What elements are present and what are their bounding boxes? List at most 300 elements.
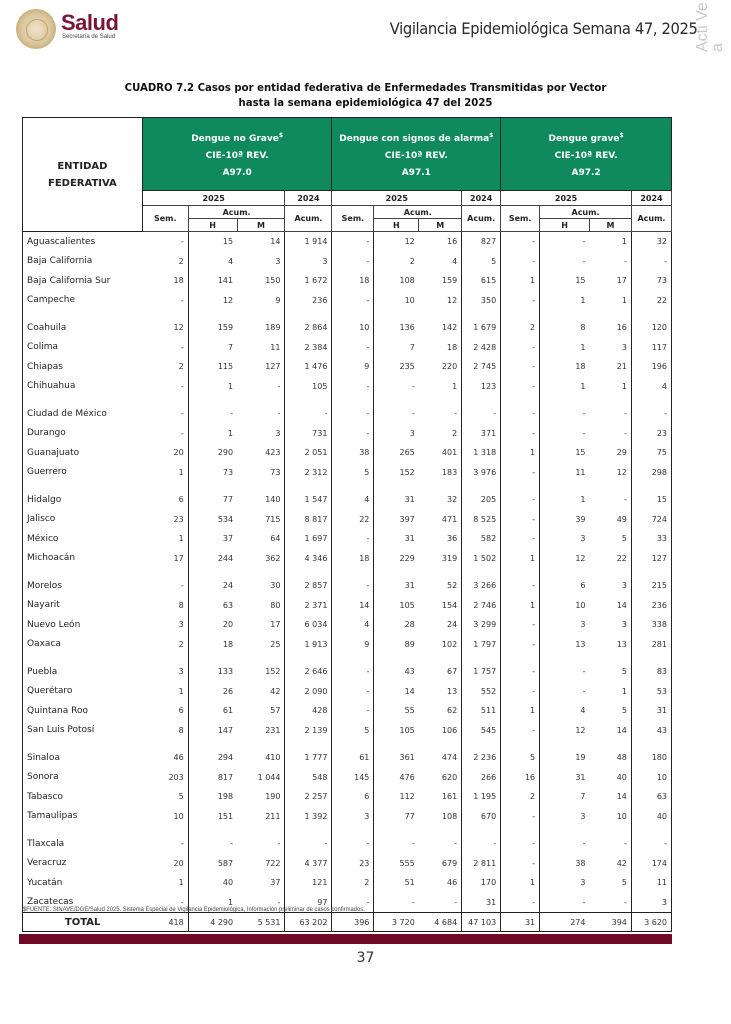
coat-of-arms-icon — [16, 9, 56, 49]
spacer-cell — [501, 310, 540, 318]
cell-value: 3 — [142, 662, 188, 682]
table-row — [23, 615, 672, 635]
cell-value: - — [501, 377, 540, 397]
cell-value: 428 — [285, 701, 332, 721]
spacer-cell — [540, 568, 590, 576]
cell-value: 7 — [580, 792, 586, 802]
cell-value: 42 — [237, 682, 285, 702]
row-group-spacer — [23, 568, 672, 576]
cell-value: 26 — [222, 686, 234, 696]
spacer-cell — [142, 310, 188, 318]
cell-value: 1 044 — [237, 768, 285, 788]
spacer-cell — [332, 740, 374, 748]
entity-name: Aguascalientes — [23, 232, 143, 252]
cell-value: 8 — [142, 596, 188, 616]
cell-value: 152 — [399, 467, 415, 477]
spacer-cell — [285, 740, 332, 748]
entity-name: Puebla — [23, 662, 143, 682]
cell-value: - — [332, 338, 374, 358]
cell-value: 4 290 — [188, 913, 237, 932]
cell-value: 3 299 — [462, 615, 501, 635]
cell-value: - — [501, 893, 540, 913]
cell-value: 545 — [462, 721, 501, 741]
cell-value: 620 — [419, 768, 462, 788]
cell-value: 3 — [580, 534, 586, 544]
cell-value: 18 — [419, 338, 462, 358]
entity-name: Michoacán — [23, 549, 143, 569]
cell-value: - — [631, 404, 671, 424]
spacer-cell — [23, 568, 143, 576]
spacer-cell — [142, 568, 188, 576]
entity-name: Sonora — [23, 768, 143, 788]
cell-value: 31 — [404, 495, 415, 505]
spacer-cell — [237, 826, 285, 834]
cell-value: - — [582, 897, 586, 907]
cell-value: 20 — [142, 854, 188, 874]
spacer-cell — [332, 310, 374, 318]
cell-value: 361 — [399, 753, 415, 763]
cell-value: 2 — [409, 256, 415, 266]
cell-value: 215 — [631, 576, 671, 596]
cell-value: - — [419, 834, 462, 854]
spacer-cell — [631, 740, 671, 748]
cell-value: 10 — [631, 768, 671, 788]
acum-header: Acum. — [188, 206, 285, 219]
cell-value: - — [501, 291, 540, 311]
spacer-cell — [374, 482, 419, 490]
logo-name: Salud — [61, 10, 119, 35]
cell-value: 18 — [222, 639, 234, 649]
cell-value: 1 757 — [462, 662, 501, 682]
cell-value: 190 — [237, 787, 285, 807]
cell-value: 23 — [332, 854, 374, 874]
cell-value: 31 — [501, 913, 540, 932]
cell-value: 22 — [590, 549, 632, 569]
table-row — [23, 271, 672, 291]
table-row — [23, 357, 672, 377]
cell-value: 3 — [590, 338, 632, 358]
cell-value: 136 — [399, 323, 415, 333]
entity-name: Nayarit — [23, 596, 143, 616]
cell-value: 25 — [237, 635, 285, 655]
sem-header: Sem. — [501, 206, 540, 232]
cell-value: 15 — [222, 237, 234, 247]
cell-value: 615 — [462, 271, 501, 291]
activation-watermark: Acti Ve a — [694, 2, 726, 52]
cell-value: 11 — [575, 467, 586, 477]
cell-value: - — [230, 839, 234, 849]
entity-name: Morelos — [23, 576, 143, 596]
cell-value: 14 — [590, 787, 632, 807]
cell-value: 73 — [222, 467, 234, 477]
entity-name: Ciudad de México — [23, 404, 143, 424]
table-row — [23, 404, 672, 424]
cell-value: 15 — [575, 448, 586, 458]
cell-value: 38 — [575, 858, 586, 868]
spacer-cell — [332, 654, 374, 662]
cell-value: 1 318 — [462, 443, 501, 463]
row-group-spacer — [23, 826, 672, 834]
cell-value: 36 — [419, 529, 462, 549]
cell-value: - — [590, 424, 632, 444]
acum-2024-header: Acum. — [285, 206, 332, 232]
cell-value: 32 — [631, 232, 671, 252]
spacer-cell — [419, 396, 462, 404]
cell-value: 18 — [332, 549, 374, 569]
table-title-line-2: hasta la semana epidemiológica 47 del 2025 — [238, 96, 493, 109]
entity-name: Chihuahua — [23, 377, 143, 397]
cell-value: 159 — [217, 323, 234, 333]
table-row — [23, 807, 672, 827]
cell-value: 43 — [404, 667, 415, 677]
cell-value: 211 — [237, 807, 285, 827]
entity-header: ENTIDAD FEDERATIVA — [23, 118, 143, 232]
cell-value: 1 — [142, 529, 188, 549]
cell-value: 150 — [237, 271, 285, 291]
cell-value: - — [582, 256, 586, 266]
cell-value: 13 — [419, 682, 462, 702]
acum-header: Acum. — [374, 206, 462, 219]
cell-value: 2 090 — [285, 682, 332, 702]
cell-value: - — [237, 404, 285, 424]
cell-value: 133 — [217, 667, 234, 677]
cell-value: 4 — [332, 490, 374, 510]
cell-value: 73 — [237, 463, 285, 483]
m-header: M — [590, 219, 632, 232]
cell-value: 43 — [631, 721, 671, 741]
cell-value: 12 — [142, 318, 188, 338]
cell-value: 77 — [222, 495, 234, 505]
spacer-cell — [462, 740, 501, 748]
cell-value: 15 — [631, 490, 671, 510]
spacer-cell — [332, 826, 374, 834]
cell-value: - — [332, 232, 374, 252]
cell-value: - — [411, 897, 415, 907]
entity-name: Tabasco — [23, 787, 143, 807]
spacer-cell — [237, 310, 285, 318]
source-note: $FUENTE: SINAVE/DGE/Salud 2025. Sistema Especial de Vigilancia Epidemiológica, Información preliminar de casos confirmados. — [23, 906, 365, 913]
cell-value: - — [501, 854, 540, 874]
cell-value: 1 — [142, 682, 188, 702]
cell-value: 48 — [590, 748, 632, 768]
spacer-cell — [142, 654, 188, 662]
logo-subtitle: Secretaría de Salud — [62, 34, 116, 40]
entity-name: Baja California — [23, 252, 143, 272]
cell-value: 5 531 — [237, 913, 285, 932]
cell-value: - — [501, 232, 540, 252]
entity-name: San Luis Potosí — [23, 721, 143, 741]
cell-value: 120 — [631, 318, 671, 338]
entity-name: Guerrero — [23, 463, 143, 483]
cell-value: 1 679 — [462, 318, 501, 338]
cell-value: 1 — [590, 377, 632, 397]
cell-value: 10 — [590, 807, 632, 827]
cell-value: 75 — [631, 443, 671, 463]
spacer-cell — [142, 482, 188, 490]
spacer-cell — [540, 310, 590, 318]
cell-value: - — [332, 291, 374, 311]
cell-value: 105 — [399, 600, 415, 610]
spacer-cell — [188, 654, 237, 662]
cell-value: 31 — [404, 534, 415, 544]
spacer-cell — [374, 568, 419, 576]
cell-value: 18 — [332, 271, 374, 291]
cell-value: - — [582, 428, 586, 438]
cell-value: - — [590, 834, 632, 854]
year-2025-header: 2025 — [501, 191, 632, 206]
cell-value: 151 — [217, 811, 234, 821]
cell-value: 47 103 — [462, 913, 501, 932]
cell-value: 12 — [575, 553, 586, 563]
cell-value: 31 — [404, 581, 415, 591]
entity-name: TOTAL — [23, 913, 143, 932]
cell-value: 1 777 — [285, 748, 332, 768]
cell-value: 24 — [419, 615, 462, 635]
cell-value: 827 — [462, 232, 501, 252]
cell-value: 57 — [237, 701, 285, 721]
cell-value: 371 — [462, 424, 501, 444]
cell-value: 1 697 — [285, 529, 332, 549]
cell-value: 13 — [590, 635, 632, 655]
cell-value: 21 — [590, 357, 632, 377]
cell-value: 476 — [399, 772, 415, 782]
cell-value: - — [590, 404, 632, 424]
entity-name: Coahuila — [23, 318, 143, 338]
cell-value: - — [142, 834, 188, 854]
entity-name: México — [23, 529, 143, 549]
cell-value: 3 — [590, 615, 632, 635]
spacer-cell — [23, 826, 143, 834]
footer-bar — [19, 934, 672, 944]
cell-value: 1 — [580, 381, 586, 391]
table-row — [23, 768, 672, 788]
cell-value: 2 257 — [285, 787, 332, 807]
cell-value: 2 857 — [285, 576, 332, 596]
table-row — [23, 701, 672, 721]
spacer-cell — [462, 654, 501, 662]
cell-value: - — [142, 424, 188, 444]
cell-value: 127 — [631, 549, 671, 569]
h-header: H — [540, 219, 590, 232]
cell-value: 2 051 — [285, 443, 332, 463]
year-2024-header: 2024 — [462, 191, 501, 206]
year-2024-header: 2024 — [285, 191, 332, 206]
cell-value: 1 — [501, 549, 540, 569]
spacer-cell — [23, 654, 143, 662]
cell-value: 1 — [580, 495, 586, 505]
cell-value: 3 — [590, 576, 632, 596]
spacer-cell — [501, 482, 540, 490]
table-row — [23, 318, 672, 338]
cell-value: 2 864 — [285, 318, 332, 338]
cell-value: 294 — [217, 753, 234, 763]
entity-name: Baja California Sur — [23, 271, 143, 291]
cell-value: - — [332, 576, 374, 596]
sem-header: Sem. — [142, 206, 188, 232]
year-2024-header: 2024 — [631, 191, 671, 206]
cell-value: 112 — [399, 792, 415, 802]
cell-value: - — [501, 490, 540, 510]
table-row — [23, 682, 672, 702]
cell-value: 1 672 — [285, 271, 332, 291]
cell-value: 2 746 — [462, 596, 501, 616]
cell-value: 15 — [575, 276, 586, 286]
cell-value: 12 — [404, 237, 415, 247]
cell-value: - — [590, 893, 632, 913]
spacer-cell — [374, 310, 419, 318]
cell-value: 108 — [399, 276, 415, 286]
cell-value: 42 — [590, 854, 632, 874]
cell-value: - — [501, 357, 540, 377]
cell-value: 12 — [222, 295, 234, 305]
spacer-cell — [332, 482, 374, 490]
spacer-cell — [540, 826, 590, 834]
cell-value: 2 646 — [285, 662, 332, 682]
cell-value: - — [501, 529, 540, 549]
spacer-cell — [188, 310, 237, 318]
cell-value: 715 — [237, 510, 285, 530]
cell-value: 2 — [142, 635, 188, 655]
table-title-line-1: CUADRO 7.2 Casos por entidad federativa de Enfermedades Transmitidas por Vector — [124, 81, 607, 94]
table-row — [23, 291, 672, 311]
cell-value: - — [411, 839, 415, 849]
cell-value: 229 — [399, 553, 415, 563]
cell-value: 121 — [285, 873, 332, 893]
cell-value: 52 — [419, 576, 462, 596]
cell-value: 63 — [631, 787, 671, 807]
table-title — [29, 80, 702, 110]
cell-value: 6 — [332, 787, 374, 807]
spacer-cell — [540, 654, 590, 662]
cell-value: 8 817 — [285, 510, 332, 530]
cell-value: - — [501, 834, 540, 854]
cell-value: - — [332, 424, 374, 444]
cell-value: 2 — [332, 873, 374, 893]
cell-value: 10 — [142, 807, 188, 827]
spacer-cell — [590, 310, 632, 318]
cell-value: 89 — [404, 639, 415, 649]
cell-value: 24 — [222, 581, 234, 591]
cell-value: 49 — [590, 510, 632, 530]
cell-value: 46 — [142, 748, 188, 768]
cell-value: 17 — [590, 271, 632, 291]
h-header: H — [188, 219, 237, 232]
cell-value: 2 139 — [285, 721, 332, 741]
cell-value: 266 — [462, 768, 501, 788]
cell-value: 10 — [575, 600, 586, 610]
spacer-cell — [374, 654, 419, 662]
cell-value: 39 — [575, 514, 586, 524]
row-group-spacer — [23, 654, 672, 662]
cell-value: 203 — [142, 768, 188, 788]
cell-value: 61 — [222, 706, 234, 716]
cell-value: 32 — [419, 490, 462, 510]
cell-value: - — [419, 893, 462, 913]
cell-value: 64 — [237, 529, 285, 549]
entity-name: Yucatán — [23, 873, 143, 893]
cell-value: 4 — [631, 377, 671, 397]
cell-value: 1 — [501, 271, 540, 291]
cell-value: 16 — [419, 232, 462, 252]
cell-value: 2 371 — [285, 596, 332, 616]
cell-value: - — [590, 490, 632, 510]
spacer-cell — [237, 568, 285, 576]
cell-value: - — [501, 682, 540, 702]
cell-value: - — [462, 834, 501, 854]
cell-value: 298 — [631, 463, 671, 483]
cell-value: 350 — [462, 291, 501, 311]
cell-value: 670 — [462, 807, 501, 827]
cell-value: 29 — [590, 443, 632, 463]
spacer-cell — [462, 310, 501, 318]
spacer-cell — [631, 482, 671, 490]
spacer-cell — [188, 396, 237, 404]
cell-value: 1 — [419, 377, 462, 397]
cell-value: 1 547 — [285, 490, 332, 510]
cell-value: 1 913 — [285, 635, 332, 655]
spacer-cell — [23, 310, 143, 318]
cell-value: 1 — [501, 873, 540, 893]
spacer-cell — [590, 568, 632, 576]
spacer-cell — [462, 482, 501, 490]
cell-value: 13 — [575, 639, 586, 649]
spacer-cell — [501, 826, 540, 834]
cell-value: 1 — [142, 873, 188, 893]
cell-value: 555 — [399, 858, 415, 868]
year-2025-header: 2025 — [142, 191, 285, 206]
cell-value: 14 — [332, 596, 374, 616]
cell-value: 30 — [237, 576, 285, 596]
entity-name: Jalisco — [23, 510, 143, 530]
cell-value: 1 — [228, 897, 234, 907]
spacer-cell — [374, 396, 419, 404]
cell-value: 63 — [222, 600, 234, 610]
table-row — [23, 529, 672, 549]
cell-value: 2 745 — [462, 357, 501, 377]
spacer-cell — [23, 740, 143, 748]
spacer-cell — [188, 482, 237, 490]
cell-value: 2 — [419, 424, 462, 444]
cell-value: 244 — [217, 553, 234, 563]
cell-value: - — [501, 721, 540, 741]
cell-value: 9 — [332, 635, 374, 655]
spacer-cell — [23, 396, 143, 404]
spacer-cell — [590, 482, 632, 490]
cell-value: 1 392 — [285, 807, 332, 827]
cell-value: 265 — [399, 448, 415, 458]
spacer-cell — [590, 740, 632, 748]
spacer-cell — [419, 740, 462, 748]
cell-value: 548 — [285, 768, 332, 788]
cell-value: 31 — [575, 772, 586, 782]
entity-name: Nuevo León — [23, 615, 143, 635]
cell-value: 1 — [501, 701, 540, 721]
cell-value: 102 — [419, 635, 462, 655]
cell-value: 396 — [332, 913, 374, 932]
group-header-dengue-grave: Dengue grave$ CIE-10ª REV. A97.2 — [501, 118, 672, 191]
cell-value: 154 — [419, 596, 462, 616]
cell-value: 3 720 — [374, 913, 419, 932]
h-header: H — [374, 219, 419, 232]
cell-value: 5 — [332, 463, 374, 483]
cell-value: - — [142, 291, 188, 311]
cell-value: 63 202 — [285, 913, 332, 932]
cell-value: - — [230, 409, 234, 419]
cell-value: 5 — [590, 529, 632, 549]
table-row — [23, 424, 672, 444]
spacer-cell — [419, 310, 462, 318]
cell-value: 40 — [590, 768, 632, 788]
